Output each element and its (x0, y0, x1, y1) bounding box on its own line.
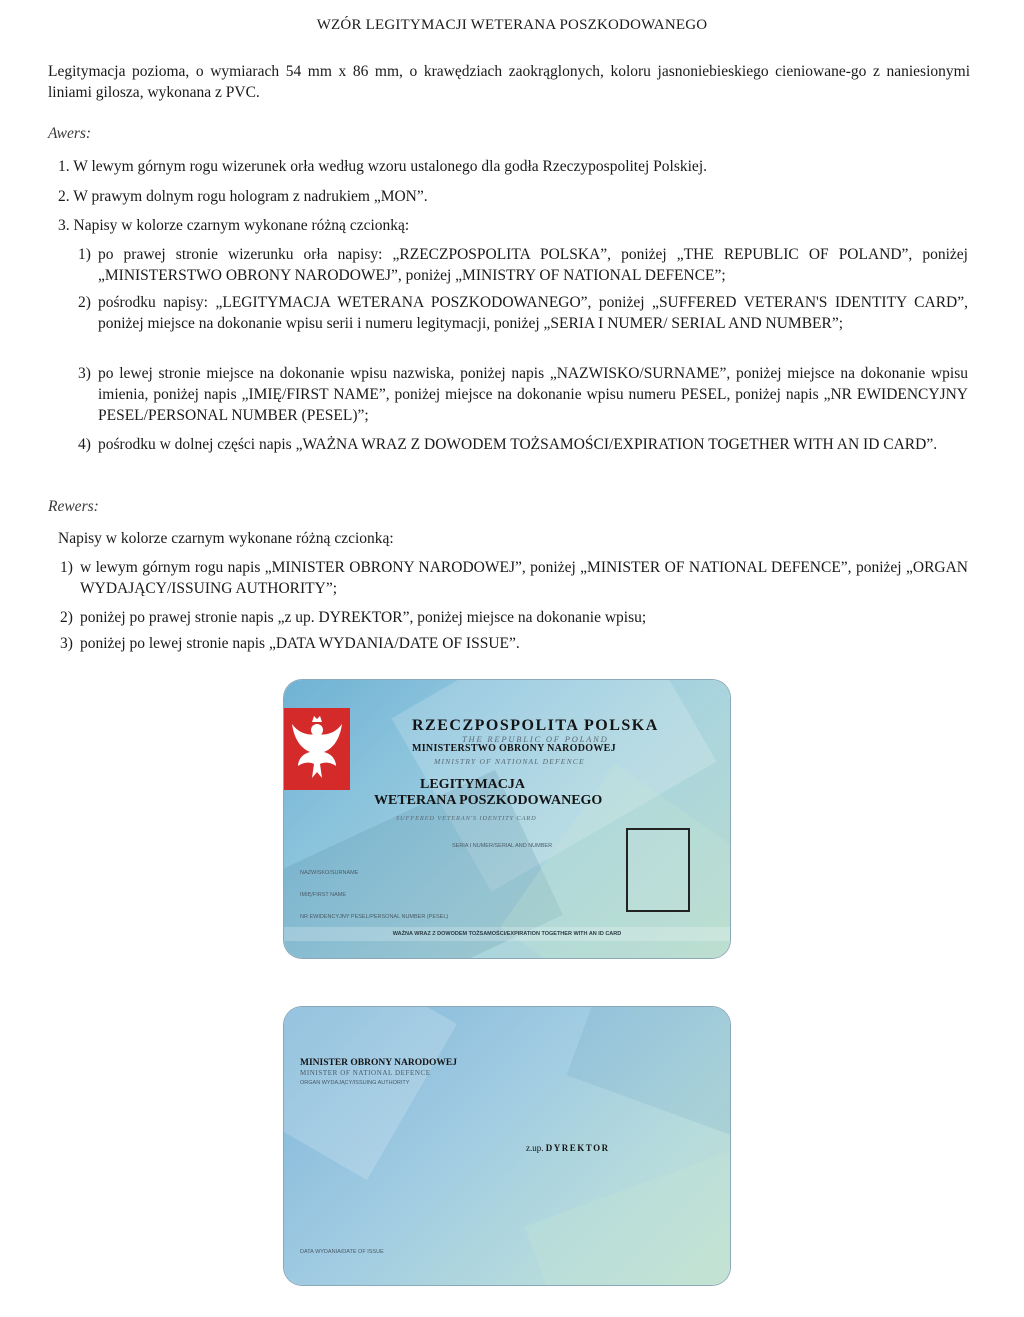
awers-label: Awers: (48, 125, 92, 142)
card-title-line2: WETERANA POSZKODOWANEGO (374, 793, 603, 808)
signature-title: DYREKTOR (545, 1143, 610, 1153)
card-republic-en: THE REPUBLIC OF POLAND (462, 734, 609, 744)
card-pattern (284, 1007, 457, 1180)
subitem-text: po prawej stronie wizerunku orła napisy: „RZECZPOSPOLITA POLSKA”, poniżej „THE REPUBLIC OF POLAND”, poniżej „MINISTERSTWO OBRONY NARODOWEJ”, poniżej „MINISTRY OF NATIONAL DEFENCE”; (98, 246, 968, 284)
rewers-subitem-1 (60, 557, 968, 599)
card-pattern (524, 1137, 730, 1285)
subitem-text: po lewej stronie miejsce na dokonanie wpisu nazwiska, poniżej napis „NAZWISKO/SURNAME”, poniżej miejsce na dokonanie wpisu imienia, poniżej napis „IMIĘ/FIRST NAME”, poniżej miejsce na dokonanie wpisu numeru PESEL, poniżej napis „NR EWIDENCYJNY PESEL/PERSONAL NUMBER (PESEL)”; (98, 365, 968, 424)
card-back (284, 1007, 730, 1285)
subitem-number: 3) (78, 365, 91, 382)
awers-subitem-4 (78, 434, 968, 455)
card-firstname-label: IMIĘ/FIRST NAME (300, 892, 347, 898)
card-back-minister-pl: MINISTER OBRONY NARODOWEJ (300, 1058, 457, 1068)
card-back-minister-en: MINISTER OF NATIONAL DEFENCE (300, 1069, 431, 1077)
intro-paragraph: Legitymacja pozioma, o wymiarach 54 mm x 86 mm, o krawędziach zaokrąglonych, koloru jasnoniebieskiego cieniowane-go z naniesionymi liniami gilosza, wykonana z PVC. (48, 63, 970, 101)
awers-subitem-1 (78, 244, 968, 286)
subitem-text: pośrodku w dolnej części napis „WAŻNA WRAZ Z DOWODEM TOŻSAMOŚCI/EXPIRATION TOGETHER WITH AN ID CARD”. (98, 436, 938, 453)
signature-prefix: z.up. (526, 1143, 544, 1153)
subitem-number: 2) (60, 609, 73, 626)
card-ministry-en: MINISTRY OF NATIONAL DEFENCE (434, 757, 585, 766)
card-back-authority: ORGAN WYDAJĄCY/ISSUING AUTHORITY (300, 1080, 410, 1086)
awers-item-1: 1. W lewym górnym rogu wizerunek orła według wzoru ustalonego dla godła Rzeczypospolitej Polskiej. (58, 158, 707, 175)
awers-item-3: 3. Napisy w kolorze czarnym wykonane różną czcionką: (58, 217, 410, 234)
card-front (284, 680, 730, 958)
card-ministry-pl: MINISTERSTWO OBRONY NARODOWEJ (412, 743, 616, 754)
awers-subitem-3 (78, 363, 968, 426)
subitem-text: w lewym górnym rogu napis „MINISTER OBRONY NARODOWEJ”, poniżej „MINISTER OF NATIONAL DEFENCE”, poniżej „ORGAN WYDAJĄCY/ISSUING AUTHORITY”; (80, 559, 968, 597)
card-pattern (567, 1007, 730, 1150)
rewers-intro: Napisy w kolorze czarnym wykonane różną czcionką: (58, 530, 394, 547)
document-title: WZÓR LEGITYMACJI WETERANA POSZKODOWANEGO (316, 17, 708, 33)
subitem-text: poniżej po prawej stronie napis „z up. DYREKTOR”, poniżej miejsce na dokonanie wpisu; (80, 609, 647, 626)
subitem-text: poniżej po lewej stronie napis „DATA WYDANIA/DATE OF ISSUE”. (80, 635, 520, 652)
rewers-subitem-2 (60, 607, 968, 628)
subitem-number: 3) (60, 635, 73, 652)
subitem-number: 4) (78, 436, 91, 453)
card-serial-label: SERIA I NUMER/SERIAL AND NUMBER (452, 843, 553, 849)
subitem-number: 1) (60, 559, 73, 576)
card-title-line1: LEGITYMACJA (420, 777, 526, 792)
subitem-number: 2) (78, 294, 91, 311)
rewers-subitem-3 (60, 633, 968, 654)
card-back-date-label: DATA WYDANIA/DATE OF ISSUE (300, 1249, 384, 1255)
photo-placeholder (626, 828, 690, 912)
awers-item-2: 2. W prawym dolnym rogu hologram z nadrukiem „MON”. (58, 188, 428, 205)
subitem-number: 1) (78, 246, 91, 263)
card-republic-pl: RZECZPOSPOLITA POLSKA (412, 717, 659, 734)
card-pesel-label: NR EWIDENCYJNY PESEL/PERSONAL NUMBER (PESEL) (300, 914, 449, 920)
card-back-signature (526, 1143, 610, 1153)
card-title-en: SUFFERED VETERAN'S IDENTITY CARD (396, 815, 537, 822)
eagle-icon (284, 708, 350, 790)
awers-subitem-2 (78, 292, 968, 334)
card-surname-label: NAZWISKO/SURNAME (300, 870, 359, 876)
polish-eagle-emblem (284, 708, 350, 790)
card-validity-text: WAŻNA WRAZ Z DOWODEM TOŻSAMOŚCI/EXPIRATION TOGETHER WITH AN ID CARD (392, 931, 622, 937)
subitem-text: pośrodku napisy: „LEGITYMACJA WETERANA POSZKODOWANEGO”, poniżej „SUFFERED VETERAN'S IDENTITY CARD”, poniżej miejsce na dokonanie wpisu serii i numeru legitymacji, poniżej „SERIA I NUMER/ SERIAL AND NUMBER”; (98, 294, 968, 332)
rewers-label: Rewers: (48, 498, 99, 515)
